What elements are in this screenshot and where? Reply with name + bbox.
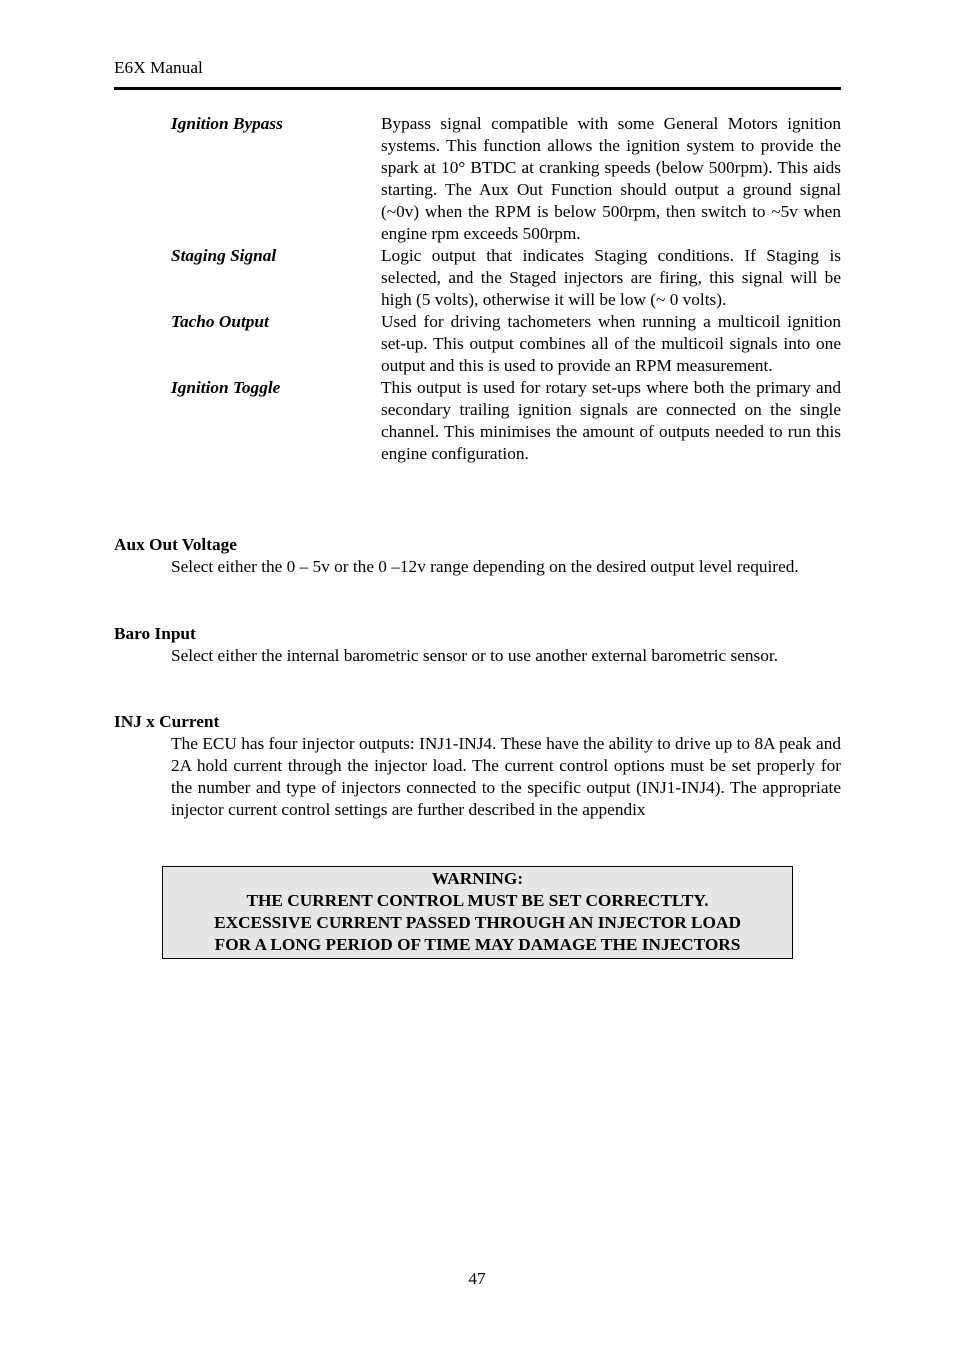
warning-title: WARNING: (431, 869, 524, 888)
definition-term: Staging Signal (171, 246, 277, 265)
page-number: 47 (468, 1269, 486, 1288)
warning-box (162, 866, 793, 959)
definition-description: Used for driving tachometers when running a multicoil ignition set-up. This output combines all of the multicoil signals into one output and this is used to provide an RPM measurement. (381, 312, 841, 375)
warning-line: EXCESSIVE CURRENT PASSED THROUGH AN INJECTOR LOAD (214, 913, 741, 932)
section-heading: Aux Out Voltage (114, 535, 237, 554)
section-body: The ECU has four injector outputs: INJ1-INJ4. These have the ability to drive up to 8A peak and 2A hold current through the injector load. The current control options must be set properly for the number and type of injectors connected to the specific output (INJ1-INJ4). The appropriate injector current control settings are further described in the appendix (171, 734, 841, 819)
section-baro-input (114, 623, 841, 667)
definition-row (171, 113, 841, 245)
definition-row (171, 245, 841, 311)
section-inj-current (114, 711, 841, 821)
section-aux-out-voltage (114, 534, 841, 578)
definition-term: Ignition Toggle (171, 378, 281, 397)
definition-description: This output is used for rotary set-ups where both the primary and secondary trailing ignition signals are connected on the single channel. This minimises the amount of outputs needed to run this engine configuration. (381, 378, 841, 463)
definition-term: Tacho Output (171, 312, 269, 331)
section-body: Select either the 0 – 5v or the 0 –12v range depending on the desired output level required. (171, 557, 799, 576)
definition-term: Ignition Bypass (171, 114, 283, 133)
definition-row (171, 311, 841, 377)
document-title: E6X Manual (114, 58, 203, 77)
warning-line: THE CURRENT CONTROL MUST BE SET CORRECTLTY. (246, 891, 709, 910)
section-body: Select either the internal barometric sensor or to use another external barometric sensor. (171, 646, 779, 665)
section-heading: INJ x Current (114, 712, 220, 731)
section-heading: Baro Input (114, 624, 196, 643)
definition-description: Logic output that indicates Staging conditions. If Staging is selected, and the Staged injectors are firing, this signal will be high (5 volts), otherwise it will be low (~ 0 volts). (381, 246, 841, 309)
output-definitions (171, 113, 841, 465)
definition-row (171, 377, 841, 465)
definition-description: Bypass signal compatible with some General Motors ignition systems. This function allows the ignition system to provide the spark at 10° BTDC at cranking speeds (below 500rpm). This aids starting. The Aux Out Function should output a ground signal (~0v) when the RPM is below 500rpm, then switch to ~5v when engine rpm exceeds 500rpm. (381, 114, 841, 243)
warning-line: FOR A LONG PERIOD OF TIME MAY DAMAGE THE INJECTORS (214, 935, 741, 954)
page-header (114, 57, 841, 90)
